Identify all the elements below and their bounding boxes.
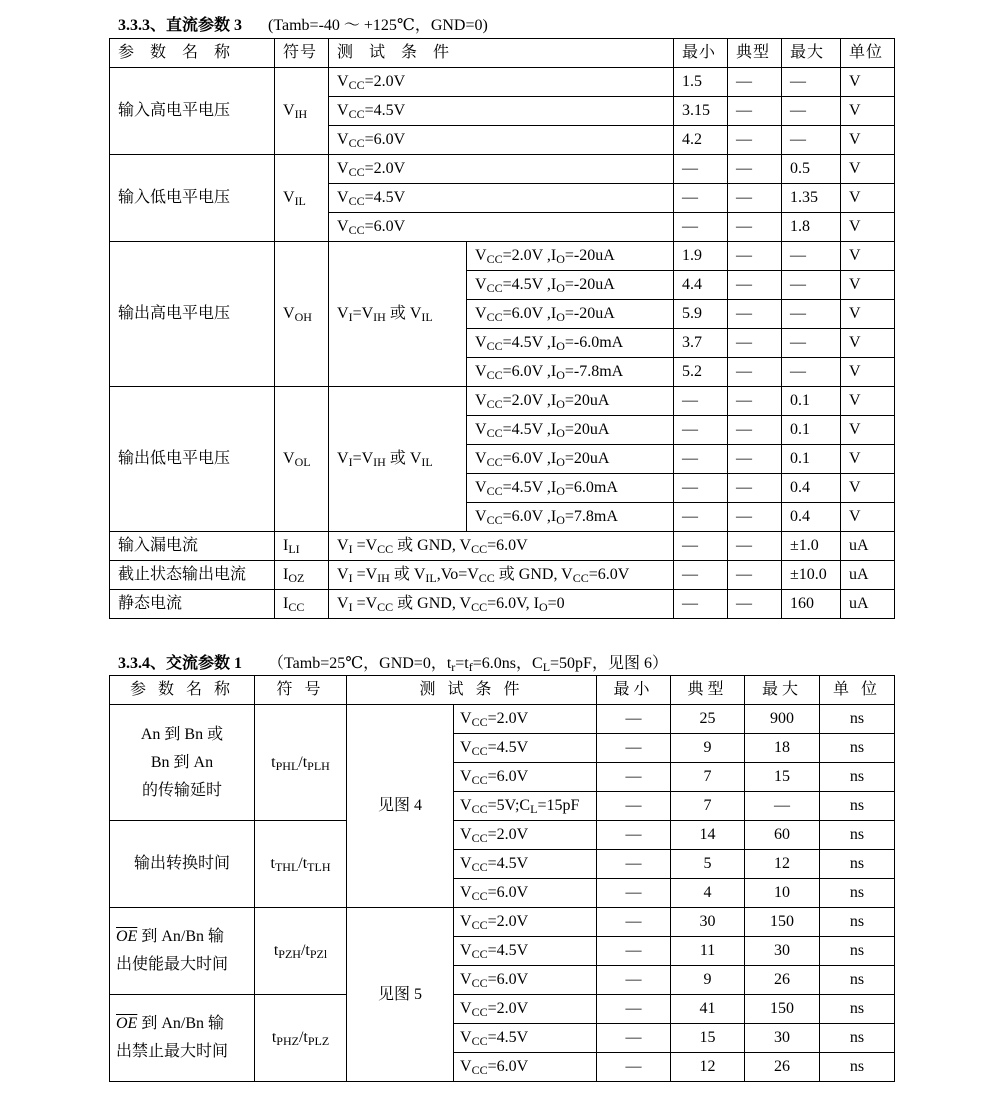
- test-condition: $V_{CC}=6.0V$: [329, 213, 674, 242]
- param-name: $\overline{OE}$ 到 An/Bn 输 出使能最大时间: [110, 908, 255, 995]
- test-condition: $V_{CC}=2.0V$: [454, 821, 597, 850]
- typ-value: —: [728, 184, 782, 213]
- min-value: —: [597, 1053, 671, 1082]
- param-name: 输出低电平电压: [110, 387, 275, 532]
- max-value: 150: [745, 995, 820, 1024]
- min-value: 4.2: [674, 126, 728, 155]
- typ-value: —: [728, 126, 782, 155]
- dc-heading-conditions: (Tamb=-40 ～ +125℃，GND=0): [268, 17, 488, 34]
- param-name: An 到 Bn 或 Bn 到 An 的传输延时: [110, 705, 255, 821]
- param-symbol: $V_{OL}$: [275, 387, 329, 532]
- param-symbol: $I_{OZ}$: [275, 561, 329, 590]
- param-symbol: $t_{PHZ}/t_{PLZ}$: [255, 995, 347, 1082]
- max-value: 1.8: [782, 213, 841, 242]
- max-value: 0.4: [782, 503, 841, 532]
- unit-value: V: [841, 387, 895, 416]
- typ-value: —: [728, 68, 782, 97]
- min-value: 4.4: [674, 271, 728, 300]
- col-max: 最大: [782, 39, 841, 68]
- typ-value: 30: [671, 908, 745, 937]
- unit-value: V: [841, 213, 895, 242]
- max-value: —: [782, 358, 841, 387]
- unit-value: ns: [820, 966, 895, 995]
- table-row: [110, 561, 895, 590]
- param-name: $\overline{OE}$ 到 An/Bn 输 出禁止最大时间: [110, 995, 255, 1082]
- unit-value: uA: [841, 532, 895, 561]
- min-value: —: [597, 821, 671, 850]
- col-min: 最小: [597, 676, 671, 705]
- input-condition: $V_I=V_{IH}$ 或 $V_{IL}$: [329, 387, 467, 532]
- col-typ: 典型: [728, 39, 782, 68]
- ac-heading-conditions: （Tamb=25℃，GND=0，$t_r=t_f=6.0ns$，$C_L=50pF$，见图 6）: [268, 655, 668, 674]
- max-value: 1.35: [782, 184, 841, 213]
- min-value: —: [597, 937, 671, 966]
- min-value: —: [597, 908, 671, 937]
- min-value: —: [597, 879, 671, 908]
- max-value: 26: [745, 1053, 820, 1082]
- max-value: —: [782, 300, 841, 329]
- typ-value: 15: [671, 1024, 745, 1053]
- table-row: [110, 821, 895, 850]
- param-symbol: $I_{LI}$: [275, 532, 329, 561]
- test-condition: $V_{CC}=6.0V$ $,I_O=7.8mA$: [467, 503, 674, 532]
- unit-value: V: [841, 184, 895, 213]
- typ-value: 7: [671, 792, 745, 821]
- unit-value: V: [841, 126, 895, 155]
- unit-value: V: [841, 329, 895, 358]
- unit-value: V: [841, 300, 895, 329]
- max-value: 0.1: [782, 416, 841, 445]
- test-condition: $V_{CC}=2.0V$: [454, 705, 597, 734]
- max-value: 15: [745, 763, 820, 792]
- col-unit: 单 位: [820, 676, 895, 705]
- unit-value: ns: [820, 705, 895, 734]
- unit-value: ns: [820, 792, 895, 821]
- max-value: —: [782, 242, 841, 271]
- unit-value: V: [841, 155, 895, 184]
- typ-value: 41: [671, 995, 745, 1024]
- col-symbol: 符 号: [255, 676, 347, 705]
- min-value: —: [674, 416, 728, 445]
- param-symbol: $t_{THL}/t_{TLH}$: [255, 821, 347, 908]
- dc-heading-number: 3.3.3、直流参数 3: [118, 17, 243, 34]
- unit-value: V: [841, 416, 895, 445]
- max-value: 60: [745, 821, 820, 850]
- min-value: —: [674, 532, 728, 561]
- test-condition: $V_{CC}=6.0V$ $,I_O=-20uA$: [467, 300, 674, 329]
- max-value: —: [782, 126, 841, 155]
- unit-value: ns: [820, 734, 895, 763]
- max-value: 30: [745, 1024, 820, 1053]
- typ-value: —: [728, 474, 782, 503]
- see-figure-5: 见图 5: [347, 908, 454, 1082]
- test-condition: $V_{CC}=2.0V$ $,I_O=20uA$: [467, 387, 674, 416]
- test-condition: $V_{CC}=6.0V$ $,I_O=20uA$: [467, 445, 674, 474]
- test-condition: $V_{CC}=6.0V$: [329, 126, 674, 155]
- test-condition: $V_{CC}=4.5V$: [454, 1024, 597, 1053]
- test-condition: $V_{CC}=4.5V$ $,I_O=6.0mA$: [467, 474, 674, 503]
- unit-value: ns: [820, 879, 895, 908]
- ac-heading-number: 3.3.4、交流参数 1: [118, 655, 243, 672]
- test-condition: $V_I =V_{CC}$ 或 GND, $V_{CC}=6.0V$: [329, 532, 674, 561]
- test-condition: $V_{CC}=6.0V$: [454, 763, 597, 792]
- test-condition: $V_{CC}=5V;C_L=15pF$: [454, 792, 597, 821]
- table-row: [110, 995, 895, 1024]
- typ-value: —: [728, 503, 782, 532]
- typ-value: —: [728, 329, 782, 358]
- test-condition: $V_{CC}=6.0V$ $,I_O=-7.8mA$: [467, 358, 674, 387]
- unit-value: V: [841, 68, 895, 97]
- dc-header-row: [110, 39, 895, 68]
- test-condition: $V_{CC}=2.0V$ $,I_O=-20uA$: [467, 242, 674, 271]
- dc-parameters-table: [109, 38, 895, 619]
- min-value: 1.9: [674, 242, 728, 271]
- param-symbol: $V_{OH}$: [275, 242, 329, 387]
- max-value: 150: [745, 908, 820, 937]
- dc-section-heading: [118, 12, 488, 35]
- max-value: ±1.0: [782, 532, 841, 561]
- typ-value: —: [728, 358, 782, 387]
- typ-value: 14: [671, 821, 745, 850]
- test-condition: $V_{CC}=6.0V$: [454, 1053, 597, 1082]
- min-value: —: [674, 503, 728, 532]
- col-param-name: 参 数 名 称: [110, 676, 255, 705]
- max-value: 26: [745, 966, 820, 995]
- param-name: 输出转换时间: [110, 821, 255, 908]
- unit-value: V: [841, 242, 895, 271]
- table-row: [110, 908, 895, 937]
- max-value: 0.1: [782, 387, 841, 416]
- min-value: 1.5: [674, 68, 728, 97]
- typ-value: —: [728, 97, 782, 126]
- min-value: —: [597, 966, 671, 995]
- unit-value: V: [841, 474, 895, 503]
- test-condition: $V_{CC}=4.5V$: [329, 97, 674, 126]
- param-name: 输出高电平电压: [110, 242, 275, 387]
- test-condition: $V_{CC}=2.0V$: [329, 155, 674, 184]
- typ-value: —: [728, 561, 782, 590]
- test-condition: $V_{CC}=6.0V$: [454, 879, 597, 908]
- col-min: 最小: [674, 39, 728, 68]
- table-row: [110, 590, 895, 619]
- max-value: 0.1: [782, 445, 841, 474]
- param-symbol: $I_{CC}$: [275, 590, 329, 619]
- unit-value: ns: [820, 821, 895, 850]
- param-name: 输入漏电流: [110, 532, 275, 561]
- col-test-condition: 测 试 条 件: [347, 676, 597, 705]
- max-value: 0.4: [782, 474, 841, 503]
- unit-value: V: [841, 271, 895, 300]
- param-symbol: $V_{IL}$: [275, 155, 329, 242]
- table-row: [110, 705, 895, 734]
- col-test-condition: 测 试 条 件: [329, 39, 674, 68]
- max-value: ±10.0: [782, 561, 841, 590]
- max-value: —: [782, 271, 841, 300]
- param-symbol: $V_{IH}$: [275, 68, 329, 155]
- table-row: [110, 242, 895, 271]
- unit-value: ns: [820, 850, 895, 879]
- table-row: [110, 532, 895, 561]
- typ-value: —: [728, 445, 782, 474]
- test-condition: $V_{CC}=2.0V$: [454, 908, 597, 937]
- min-value: —: [597, 850, 671, 879]
- max-value: 900: [745, 705, 820, 734]
- param-symbol: $t_{PHL}/t_{PLH}$: [255, 705, 347, 821]
- unit-value: ns: [820, 995, 895, 1024]
- typ-value: —: [728, 155, 782, 184]
- min-value: —: [674, 445, 728, 474]
- typ-value: —: [728, 300, 782, 329]
- typ-value: —: [728, 387, 782, 416]
- typ-value: —: [728, 532, 782, 561]
- unit-value: ns: [820, 1024, 895, 1053]
- max-value: —: [782, 329, 841, 358]
- test-condition: $V_I =V_{CC}$ 或 GND, $V_{CC}=6.0V$, $I_O=0$: [329, 590, 674, 619]
- max-value: —: [745, 792, 820, 821]
- min-value: —: [674, 155, 728, 184]
- min-value: 5.2: [674, 358, 728, 387]
- min-value: —: [674, 184, 728, 213]
- min-value: —: [597, 792, 671, 821]
- unit-value: V: [841, 503, 895, 532]
- min-value: —: [674, 561, 728, 590]
- unit-value: uA: [841, 561, 895, 590]
- typ-value: —: [728, 416, 782, 445]
- col-symbol: 符号: [275, 39, 329, 68]
- min-value: —: [597, 734, 671, 763]
- ac-section-heading: [118, 650, 668, 673]
- unit-value: V: [841, 445, 895, 474]
- col-typ: 典型: [671, 676, 745, 705]
- param-name: 输入高电平电压: [110, 68, 275, 155]
- min-value: —: [674, 474, 728, 503]
- min-value: 3.7: [674, 329, 728, 358]
- min-value: —: [674, 387, 728, 416]
- test-condition: $V_{CC}=2.0V$: [454, 995, 597, 1024]
- unit-value: uA: [841, 590, 895, 619]
- test-condition: $V_I =V_{IH}$ 或 $V_{IL},Vo=V_{CC}$ 或 GND, $V_{CC}=6.0V$: [329, 561, 674, 590]
- test-condition: $V_{CC}=2.0V$: [329, 68, 674, 97]
- param-name: 静态电流: [110, 590, 275, 619]
- test-condition: $V_{CC}=4.5V$ $,I_O=20uA$: [467, 416, 674, 445]
- param-name: 截止状态输出电流: [110, 561, 275, 590]
- col-param-name: 参 数 名 称: [110, 39, 275, 68]
- ac-header-row: [110, 676, 895, 705]
- max-value: 18: [745, 734, 820, 763]
- unit-value: ns: [820, 937, 895, 966]
- min-value: —: [674, 590, 728, 619]
- min-value: —: [597, 995, 671, 1024]
- test-condition: $V_{CC}=4.5V$: [454, 734, 597, 763]
- param-name: 输入低电平电压: [110, 155, 275, 242]
- max-value: —: [782, 97, 841, 126]
- col-max: 最大: [745, 676, 820, 705]
- unit-value: V: [841, 358, 895, 387]
- test-condition: $V_{CC}=6.0V$: [454, 966, 597, 995]
- unit-value: ns: [820, 1053, 895, 1082]
- min-value: 5.9: [674, 300, 728, 329]
- test-condition: $V_{CC}=4.5V$: [454, 850, 597, 879]
- table-row: [110, 68, 895, 97]
- max-value: 160: [782, 590, 841, 619]
- min-value: —: [597, 705, 671, 734]
- see-figure-4: 见图 4: [347, 705, 454, 908]
- min-value: —: [674, 213, 728, 242]
- typ-value: —: [728, 271, 782, 300]
- typ-value: 11: [671, 937, 745, 966]
- table-row: [110, 387, 895, 416]
- test-condition: $V_{CC}=4.5V$: [329, 184, 674, 213]
- typ-value: 4: [671, 879, 745, 908]
- typ-value: —: [728, 590, 782, 619]
- test-condition: $V_{CC}=4.5V$ $,I_O=-20uA$: [467, 271, 674, 300]
- typ-value: 7: [671, 763, 745, 792]
- typ-value: 9: [671, 734, 745, 763]
- max-value: 30: [745, 937, 820, 966]
- col-unit: 单位: [841, 39, 895, 68]
- unit-value: ns: [820, 908, 895, 937]
- max-value: 12: [745, 850, 820, 879]
- typ-value: —: [728, 213, 782, 242]
- max-value: 0.5: [782, 155, 841, 184]
- typ-value: 9: [671, 966, 745, 995]
- min-value: —: [597, 1024, 671, 1053]
- min-value: —: [597, 763, 671, 792]
- max-value: 10: [745, 879, 820, 908]
- test-condition: $V_{CC}=4.5V$ $,I_O=-6.0mA$: [467, 329, 674, 358]
- typ-value: 5: [671, 850, 745, 879]
- min-value: 3.15: [674, 97, 728, 126]
- max-value: —: [782, 68, 841, 97]
- input-condition: $V_I=V_{IH}$ 或 $V_{IL}$: [329, 242, 467, 387]
- typ-value: —: [728, 242, 782, 271]
- ac-parameters-table: [109, 675, 895, 1082]
- param-symbol: $t_{PZH}/t_{PZl}$: [255, 908, 347, 995]
- test-condition: $V_{CC}=4.5V$: [454, 937, 597, 966]
- unit-value: ns: [820, 763, 895, 792]
- typ-value: 25: [671, 705, 745, 734]
- typ-value: 12: [671, 1053, 745, 1082]
- table-row: [110, 155, 895, 184]
- unit-value: V: [841, 97, 895, 126]
